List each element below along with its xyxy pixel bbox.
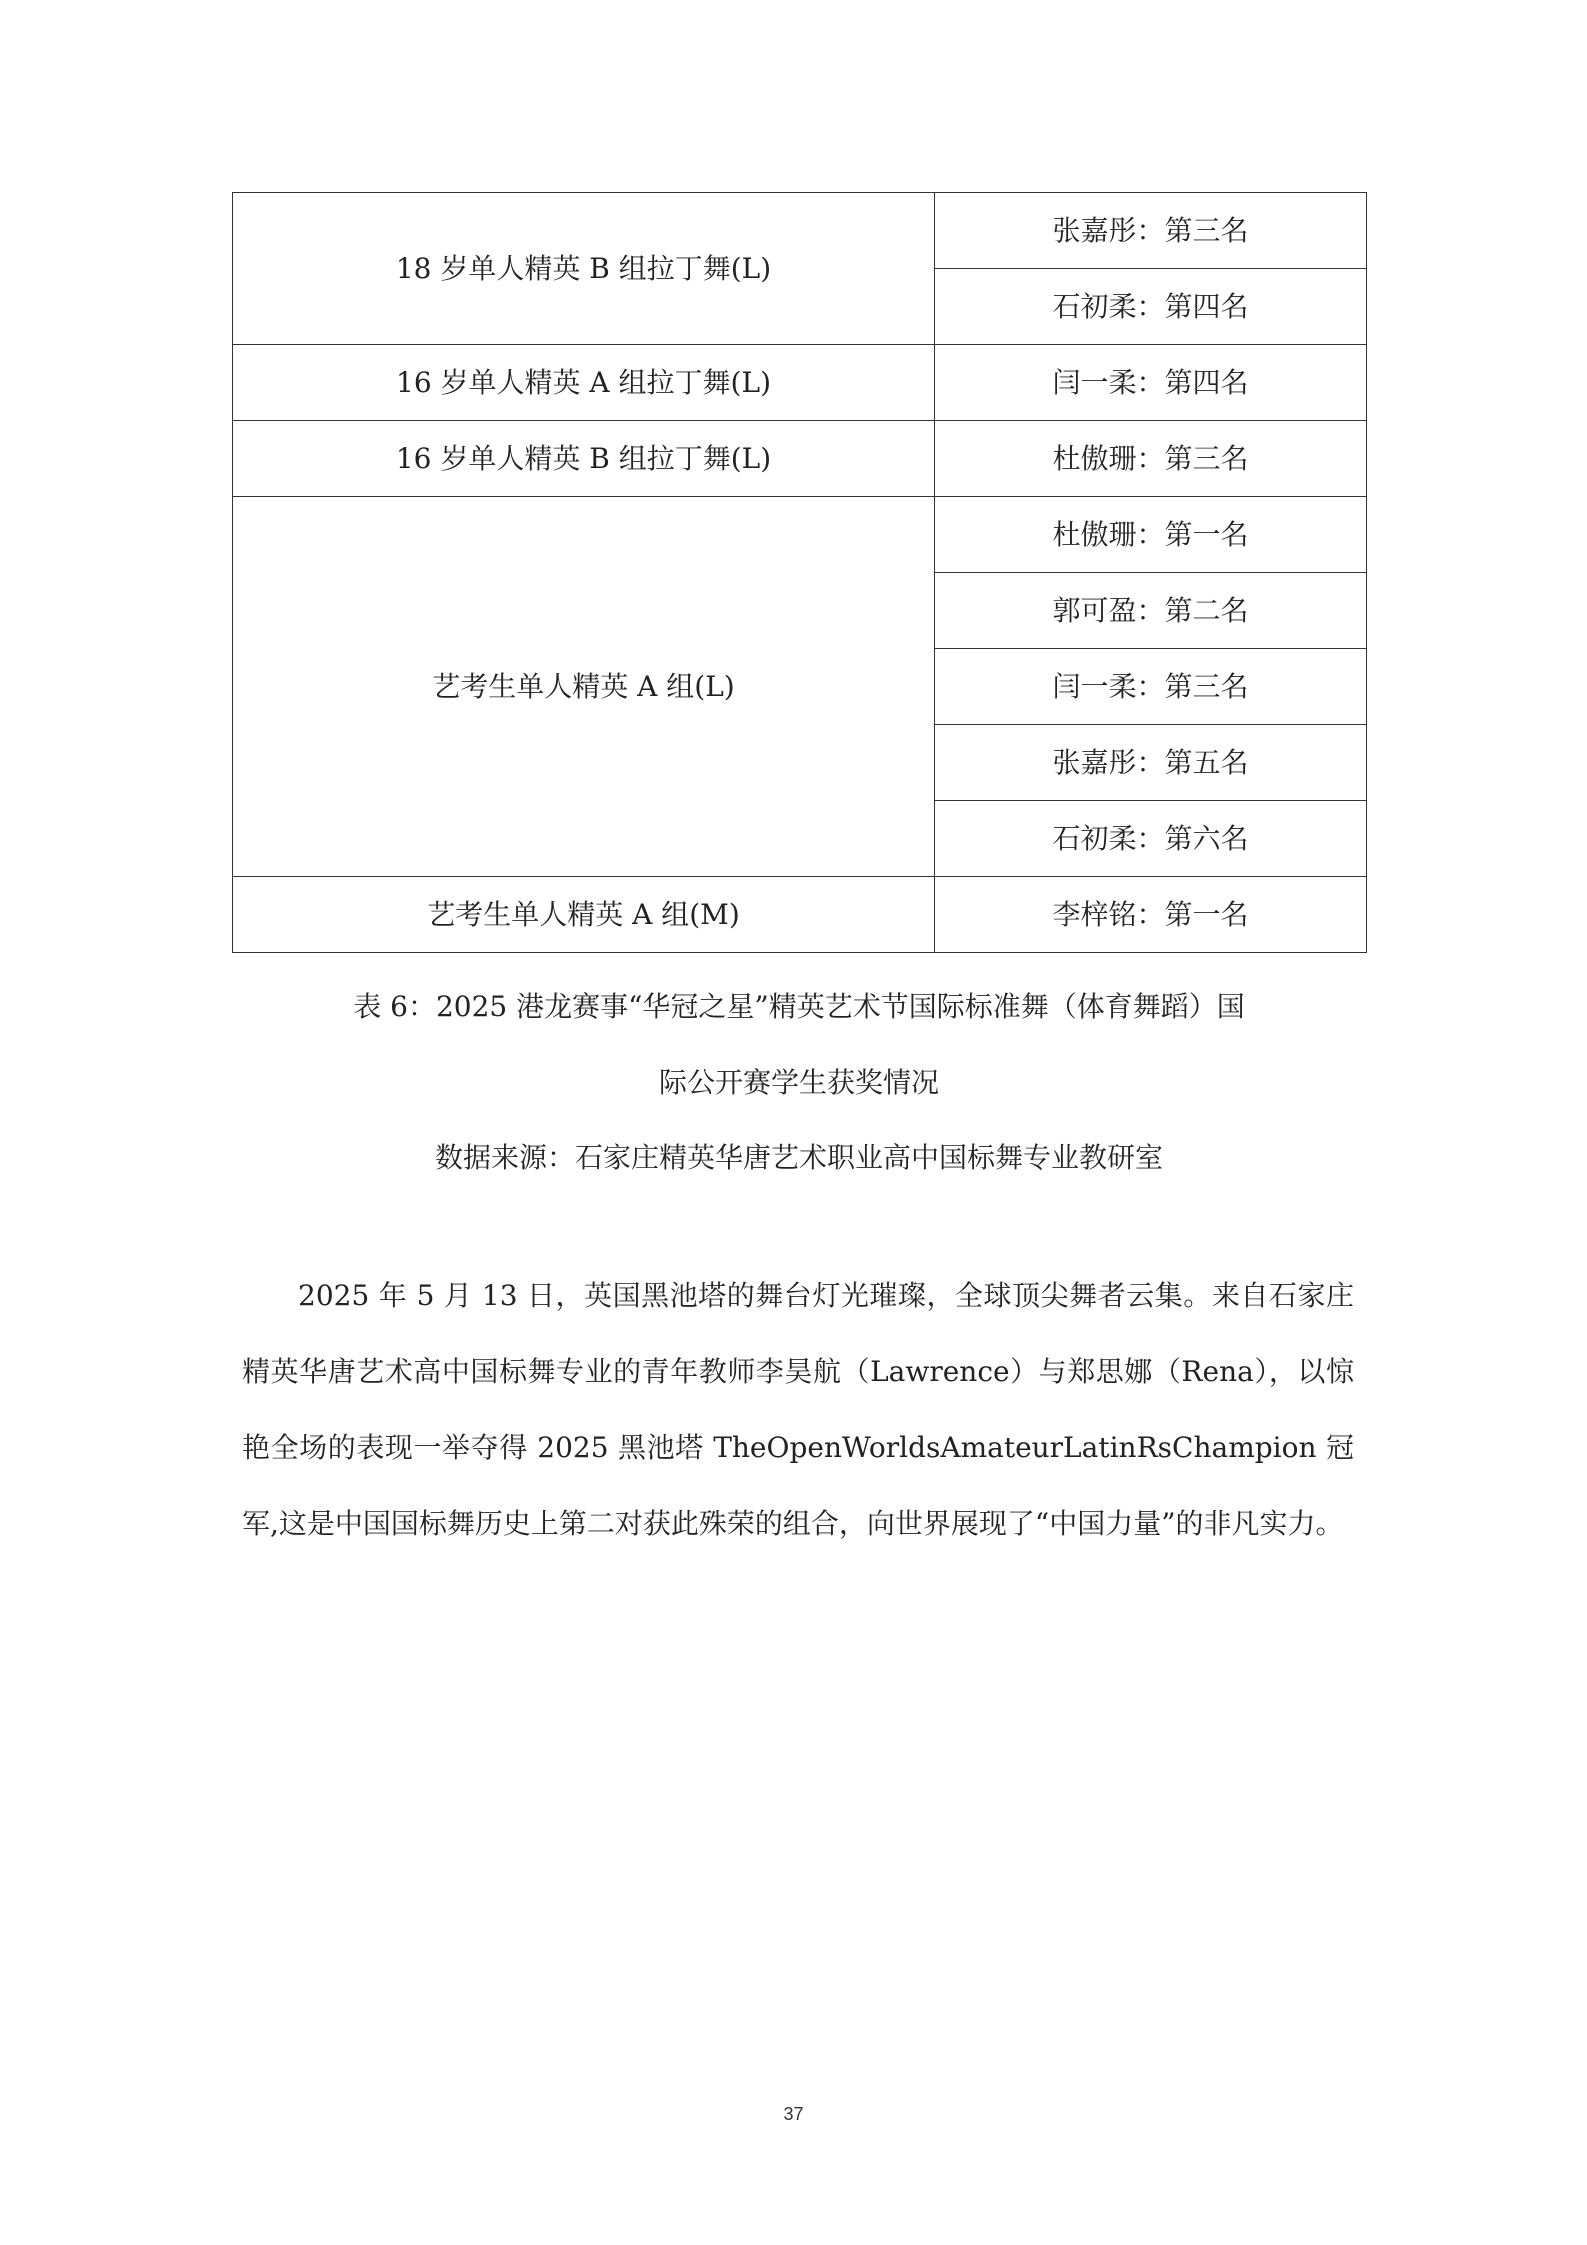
award-cell: 闫一柔：第四名 <box>935 345 1367 421</box>
body-paragraph: 2025 年 5 月 13 日，英国黑池塔的舞台灯光璀璨，全球顶尖舞者云集。来自石家庄精英华唐艺术高中国标舞专业的青年教师李昊航（Lawrence）与郑思娜（Rena），以惊艳全场的表现一举夺得 2025 黑池塔 TheOpenWorldsAmateurLatinRsChampion 冠军,这是中国国标舞历史上第二对获此殊荣的组合，向世界展现了“中国力量”的非凡实力。 <box>242 1279 1354 1540</box>
award-cell: 杜傲珊：第三名 <box>935 421 1367 497</box>
event-cell: 16 岁单人精英 A 组拉丁舞(L) <box>233 345 935 421</box>
award-cell: 杜傲珊：第一名 <box>935 497 1367 573</box>
award-cell: 石初柔：第六名 <box>935 801 1367 877</box>
table-row <box>233 877 1367 953</box>
event-cell: 艺考生单人精英 A 组(L) <box>233 497 935 877</box>
data-source-note: 数据来源：石家庄精英华唐艺术职业高中国标舞专业教研室 <box>434 1141 1163 1174</box>
table-row <box>233 193 1367 269</box>
table-row <box>233 497 1367 573</box>
award-cell: 李梓铭：第一名 <box>935 877 1367 953</box>
award-cell: 张嘉彤：第五名 <box>935 725 1367 801</box>
table-row <box>233 345 1367 421</box>
award-cell: 闫一柔：第三名 <box>935 649 1367 725</box>
award-cell: 石初柔：第四名 <box>935 269 1367 345</box>
award-cell: 张嘉彤：第三名 <box>935 193 1367 269</box>
event-cell: 18 岁单人精英 B 组拉丁舞(L) <box>233 193 935 345</box>
event-cell: 艺考生单人精英 A 组(M) <box>233 877 935 953</box>
table-row <box>233 421 1367 497</box>
table-caption: 表 6：2025 港龙赛事“华冠之星”精英艺术节国际标准舞（体育舞蹈）国 <box>353 990 1245 1023</box>
awards-table <box>232 192 1367 953</box>
event-cell: 16 岁单人精英 B 组拉丁舞(L) <box>233 421 935 497</box>
award-cell: 郭可盈：第二名 <box>935 573 1367 649</box>
page-number: 37 <box>783 2104 804 2124</box>
table-caption-continued: 际公开赛学生获奖情况 <box>658 1066 939 1099</box>
